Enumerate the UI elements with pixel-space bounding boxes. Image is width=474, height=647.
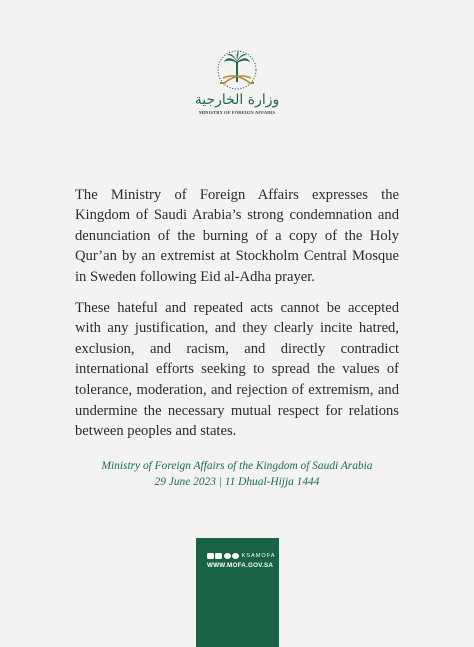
social-links — [207, 552, 277, 560]
statement-paragraph-1: The Ministry of Foreign Affairs expresses the Kingdom of Saudi Arabia’s strong condemnation and denunciation of the burning of a copy of the Holy Qur’an by an extremist at Stockholm Central Mosque in Sweden following Eid al-Adha prayer. — [75, 186, 399, 285]
signature-issuer: Ministry of Foreign Affairs of the Kingdom of Saudi Arabia — [101, 460, 373, 472]
palm-swords-emblem-icon — [190, 48, 284, 92]
statement-paragraph-2: These hateful and repeated acts cannot be accepted with any justification, and they clearly incite hatred, exclusion, and racism, and directly contradict international efforts seeking to spread the values of tolerance, moderation, and rejection of extremism, and undermine the necessary mutual respect for relations between peoples and states. — [75, 299, 399, 440]
twitter-icon[interactable] — [232, 553, 239, 559]
youtube-icon[interactable] — [207, 553, 214, 559]
signature-date: 29 June 2023 | 11 Dhual-Hijja 1444 — [154, 476, 320, 488]
logo-arabic-wordmark: وزارة الخارجية — [194, 92, 280, 108]
footer-contact-panel — [196, 538, 279, 647]
facebook-icon[interactable] — [215, 553, 222, 559]
social-handle[interactable]: KSAMOFA — [241, 553, 276, 559]
instagram-icon[interactable] — [224, 553, 231, 559]
website-link[interactable]: WWW.MOFA.GOV.SA — [207, 562, 274, 569]
logo-english-wordmark: MINISTRY OF FOREIGN AFFAIRS — [198, 110, 276, 115]
signature-block — [60, 458, 414, 490]
ministry-logo — [190, 48, 284, 120]
